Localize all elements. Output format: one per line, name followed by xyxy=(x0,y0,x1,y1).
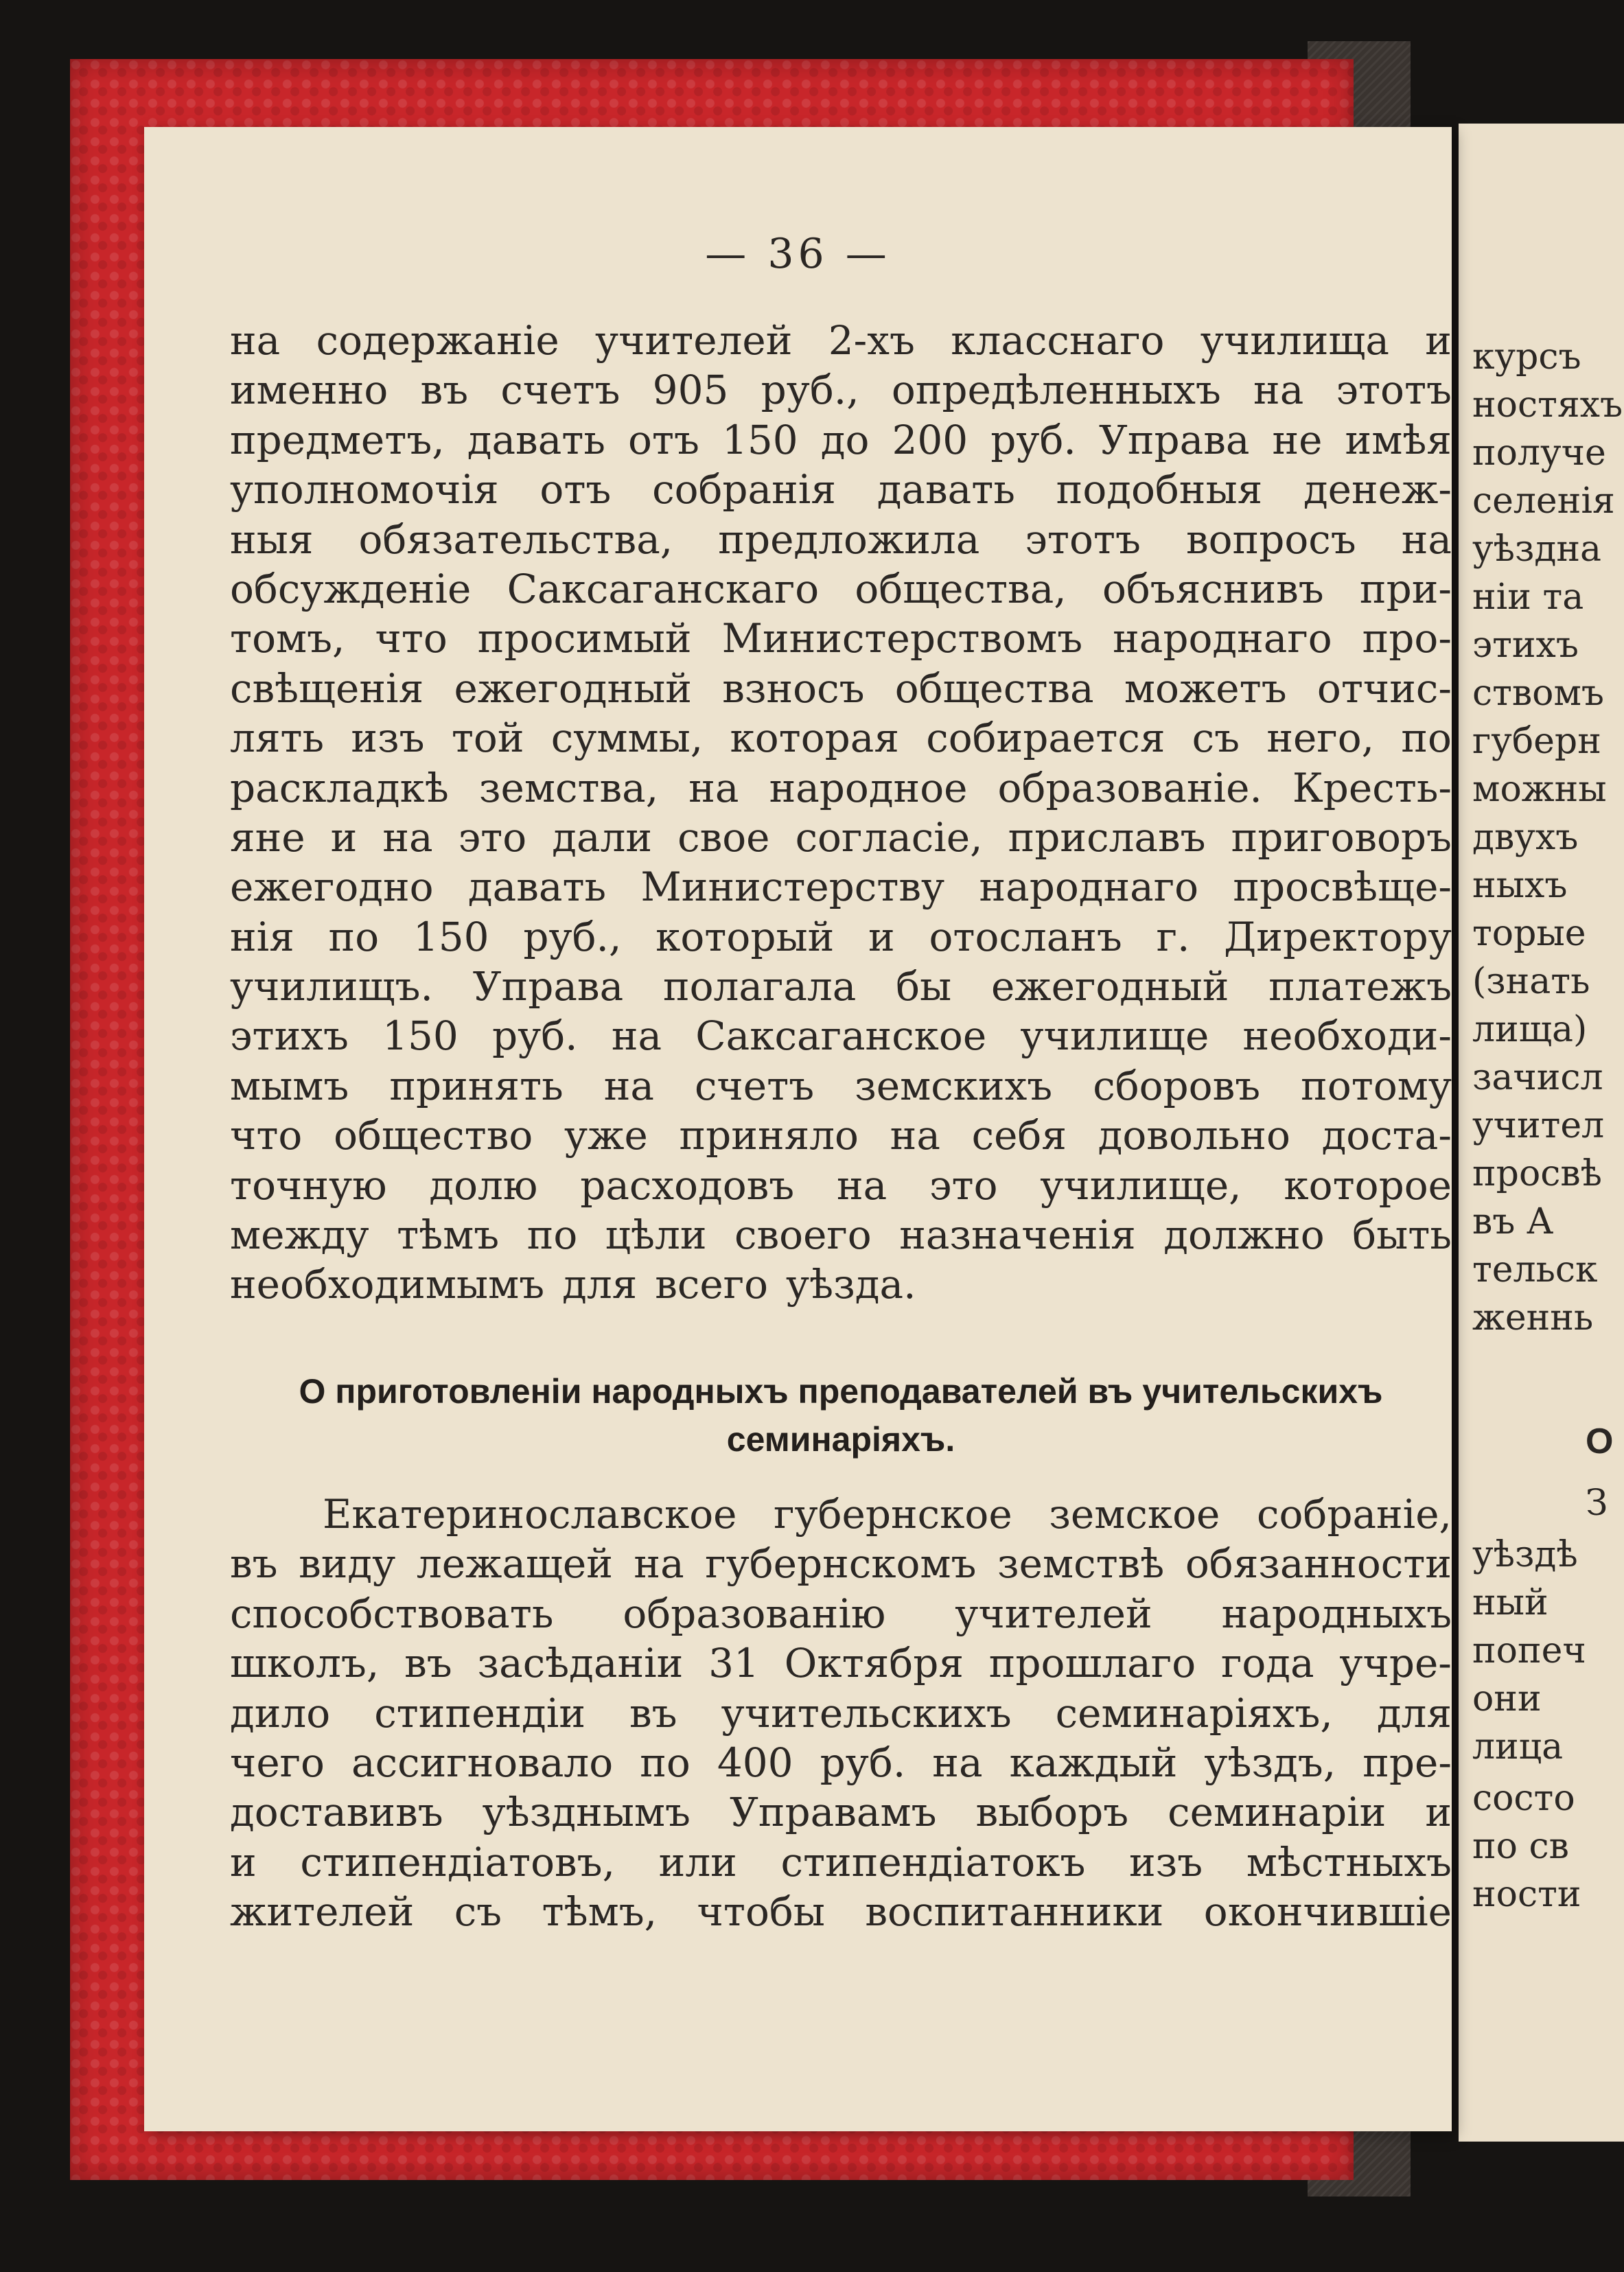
facing-page-line: торые xyxy=(1472,913,1586,954)
text-line: между тѣмъ по цѣли своего назначенія должно быть xyxy=(230,1212,1452,1259)
facing-page-line: ностяхъ xyxy=(1472,384,1623,426)
facing-page-line: попеч xyxy=(1472,1630,1586,1671)
text-line: способствовать образованію учителей народныхъ xyxy=(230,1590,1452,1637)
facing-page-line: ствомъ xyxy=(1472,673,1605,714)
facing-page-line: этихъ xyxy=(1472,625,1579,666)
paragraph-1 xyxy=(230,316,1452,1310)
text-line: необходимымъ для всего уѣзда. xyxy=(230,1261,916,1308)
paragraph-2 xyxy=(230,1489,1452,1937)
text-line: доставивъ уѣзднымъ Управамъ выборъ семинаріи и xyxy=(230,1789,1452,1836)
facing-page-line: учител xyxy=(1472,1105,1605,1146)
text-line: жителей съ тѣмъ, чтобы воспитанники окончившіе xyxy=(230,1888,1452,1936)
text-line: свѣщенія ежегодный взносъ общества можетъ отчис- xyxy=(230,664,1452,712)
text-line: именно въ счетъ 905 руб., опредѣленныхъ на этотъ xyxy=(230,367,1452,414)
facing-page-line: можны xyxy=(1472,769,1607,810)
text-line: Екатеринославское губернское земское собраніе, xyxy=(323,1491,1452,1538)
facing-page-line: З xyxy=(1586,1483,1608,1524)
facing-page-line: курсъ xyxy=(1472,336,1581,378)
section-heading-line-1: О приготовленіи народныхъ преподавателей въ учительскихъ xyxy=(299,1372,1383,1411)
facing-page-line: ніи та xyxy=(1472,577,1584,618)
text-line: предметъ, давать отъ 150 до 200 руб. Управа не имѣя xyxy=(230,416,1452,463)
text-line: точную долю расходовъ на это училище, которое xyxy=(230,1161,1452,1209)
facing-page-line: по св xyxy=(1472,1826,1569,1867)
text-line: и стипендіатовъ, или стипендіатокъ изъ мѣстныхъ xyxy=(230,1838,1452,1886)
facing-page-line: просвѣ xyxy=(1472,1153,1603,1194)
facing-page-line: ности xyxy=(1472,1874,1581,1915)
facing-page-line: уѣздѣ xyxy=(1472,1534,1578,1575)
facing-page-line: въ А xyxy=(1472,1201,1554,1242)
facing-page-line: губерн xyxy=(1472,721,1601,762)
facing-page-line: они xyxy=(1472,1678,1542,1719)
facing-page-line: состо xyxy=(1472,1778,1575,1819)
text-line: уполномочія отъ собранія давать подобныя денеж- xyxy=(230,466,1452,513)
text-line: школъ, въ засѣданіи 31 Октября прошлаго года учре- xyxy=(230,1640,1452,1687)
text-line: мымъ принять на счетъ земскихъ сборовъ потому xyxy=(230,1062,1452,1109)
text-line: этихъ 150 руб. на Саксаганское училище необходи- xyxy=(230,1012,1452,1060)
text-line: обсужденіе Саксаганскаго общества, объяснивъ при- xyxy=(230,565,1452,612)
text-line: что общество уже приняло на себя довольно доста- xyxy=(230,1112,1452,1159)
text-line: томъ, что просимый Министерствомъ народнаго про- xyxy=(230,615,1452,662)
text-line: чего ассигновало по 400 руб. на каждый уѣздъ, пре- xyxy=(230,1739,1452,1786)
facing-page-line: ныхъ xyxy=(1472,865,1568,906)
text-line: ежегодно давать Министерству народнаго просвѣще- xyxy=(230,863,1452,911)
section-heading-line-2: семинаріяхъ. xyxy=(726,1420,955,1459)
text-line: лять изъ той суммы, которая собирается съ него, по xyxy=(230,715,1452,762)
facing-page-line: ный xyxy=(1472,1582,1548,1623)
text-line: ныя обязательства, предложила этотъ вопросъ на xyxy=(230,515,1452,563)
facing-page-line: получе xyxy=(1472,432,1606,474)
text-line: яне и на это дали свое согласіе, приславъ приговоръ xyxy=(230,813,1452,861)
facing-page-line: лица xyxy=(1472,1726,1564,1767)
facing-page-line: тельск xyxy=(1472,1249,1598,1290)
text-line: нія по 150 руб., который и отосланъ г. Директору xyxy=(230,913,1452,960)
facing-page-line: лища) xyxy=(1472,1009,1588,1050)
facing-page-line: селенія xyxy=(1472,480,1615,522)
facing-page-line: О xyxy=(1586,1422,1614,1461)
facing-page-line: (знать xyxy=(1472,961,1590,1002)
text-line: на содержаніе учителей 2-хъ класснаго училища и xyxy=(230,317,1452,364)
facing-page-line: уѣздна xyxy=(1472,529,1601,570)
facing-page-line: двухъ xyxy=(1472,817,1579,858)
text-line: въ виду лежащей на губернскомъ земствѣ обязанности xyxy=(230,1540,1452,1588)
page-number: — 36 — xyxy=(705,230,891,278)
text-line: дило стипендіи въ учительскихъ семинаріяхъ, для xyxy=(230,1689,1452,1737)
facing-page-line: женнь xyxy=(1472,1297,1594,1338)
text-line: раскладкѣ земства, на народное образованіе. Кресть- xyxy=(230,764,1452,811)
facing-page-line: зачисл xyxy=(1472,1057,1603,1098)
text-line: училищъ. Управа полагала бы ежегодный платежъ xyxy=(230,963,1452,1010)
